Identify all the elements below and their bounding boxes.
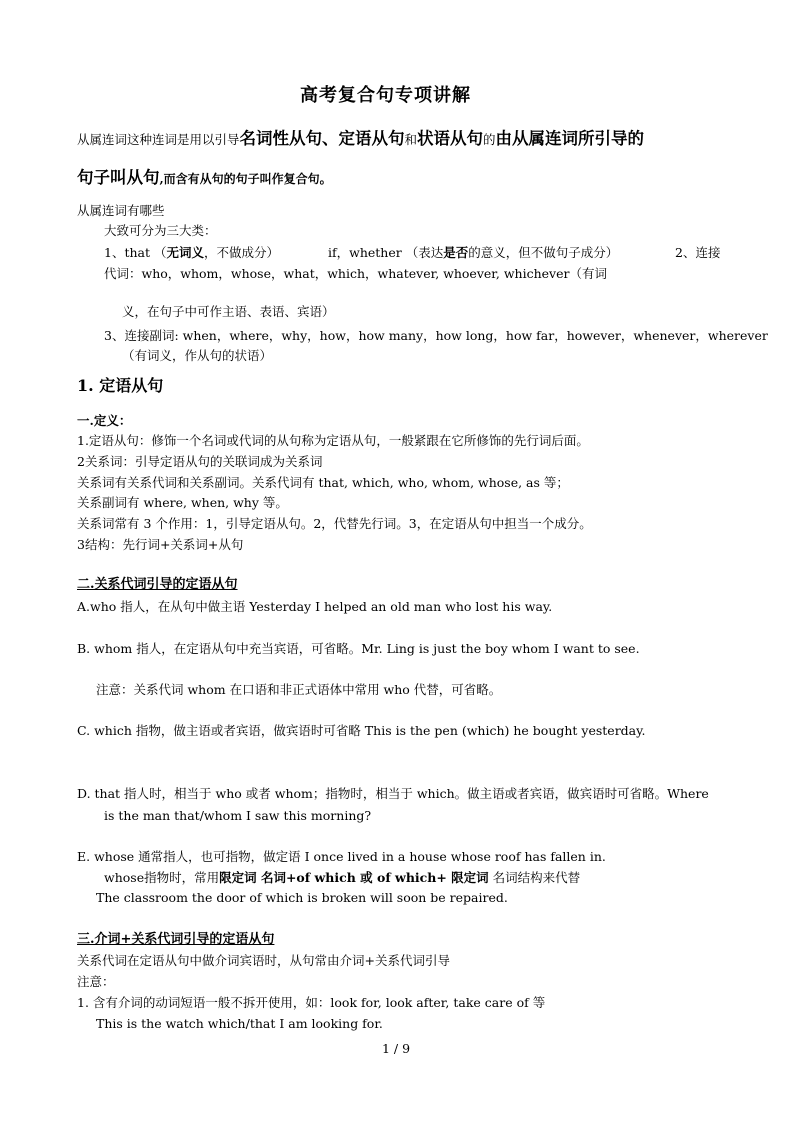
definition-6: 3结构：先行词+关系词+从句 [77,537,244,552]
intro-line-1 [77,131,644,148]
types-no-meaning: 无词义 [166,245,204,260]
rule-e-end: 名词结构来代替 [488,870,581,885]
rule-d-line-2: is the man that/whom I saw this morning? [104,808,372,823]
intro-text: 从属连词这种连词是用以引导 [77,132,240,147]
section-2-heading: 二.关系代词引导的定语从句 [77,577,238,592]
rule-b-note: 注意：关系代词 whom 在口语和非正式语体中常用 who 代替，可省略。 [96,682,502,697]
rule-e-structure: 限定词 名词+of which 或 of which+ 限定词 [219,870,489,885]
intro-bold-4: 句子叫从句 [77,168,160,187]
types-no-role: ，不做成分） [204,245,280,260]
types-line-1: 大致可分为三大类： [104,223,217,238]
section-3-line-1: 关系代词在定语从句中做介词宾语时，从句常由介词+关系代词引导 [77,953,450,968]
rule-e-intro: whose指物时，常用 [104,870,220,885]
types-line-2c: 2、连接 [675,245,721,260]
rule-e-line-2 [104,870,580,886]
section-1-heading: 1. 定语从句 [77,376,164,395]
intro-bold-2: 状语从句 [417,129,484,148]
types-line-4: 义，在句子中可作主语、表语、宾语） [122,304,335,319]
definition-4: 关系副词有 where, when, why 等。 [77,495,288,510]
intro-de: 的 [483,132,496,147]
page-title: 高考复合句专项讲解 [300,85,471,106]
types-if-whether: if，whether （表达 [328,245,444,260]
section-3-example: This is the watch which/that I am looking for. [96,1016,383,1031]
definition-1: 1.定语从句：修饰一个名词或代词的从句称为定语从句，一般紧跟在它所修饰的先行词后面。 [77,433,589,448]
types-whether-bold: 是否 [443,245,469,260]
section-3-line-3: 1. 含有介词的动词短语一般不拆开使用，如：look for, look after, take care of 等 [77,995,546,1010]
rule-b: B. whom 指人，在定语从句中充当宾语，可省略。Mr. Ling is just the boy whom I want to see. [77,641,640,656]
types-heading: 从属连词有哪些 [77,203,165,218]
definition-2: 2关系词：引导定语从句的关联词成为关系词 [77,454,323,469]
types-whether-rest: 的意义，但不做句子成分） [468,245,619,260]
section-3-note: 注意： [77,974,115,989]
rule-a: A.who 指人，在从句中做主语 Yesterday I helped an old man who lost his way. [77,599,553,614]
page-number: 1 / 9 [382,1041,411,1056]
types-line-2b [328,245,618,261]
section-3-heading: 三.介词+关系代词引导的定语从句 [77,932,275,947]
types-line-2 [104,245,279,261]
rule-d-line-1: D. that 指人时，相当于 who 或者 whom；指物时，相当于 which。做主语或者宾语，做宾语时可省略。Where [77,786,709,801]
intro-rest: ,而含有从句的句子叫作复合句。 [159,172,332,186]
rule-e-example: The classroom the door of which is broken will soon be repaired. [96,890,508,905]
definition-5: 关系词常有 3 个作用：1，引导定语从句。2，代替先行词。3，在定语从句中担当一个成分。 [77,516,592,531]
intro-and: 和 [404,132,418,147]
types-line-5: 3、连接副词: when，where，why，how，how many，how long，how far，however，whenever，wherever [104,328,768,343]
types-line-6: （有词义，作从句的状语） [122,348,273,363]
intro-bold-3: 由从属连词所引导的 [495,129,645,148]
intro-line-2 [77,170,332,187]
rule-c: C. which 指物，做主语或者宾语，做宾语时可省略 This is the pen (which) he bought yesterday. [77,723,646,738]
rule-e-line-1: E. whose 通常指人，也可指物，做定语 I once lived in a house whose roof has fallen in. [77,849,606,864]
definition-3: 关系词有关系代词和关系副词。关系代词有 that, which, who, whom, whose, as 等； [77,475,569,490]
intro-bold-1: 名词性从句、定语从句 [239,129,405,148]
definition-heading: 一.定义： [77,413,132,428]
types-line-3: 代词：who，whom，whose，what，which，whatever, whoever, whichever（有词 [104,266,607,281]
types-that: 1、that （ [104,245,167,260]
